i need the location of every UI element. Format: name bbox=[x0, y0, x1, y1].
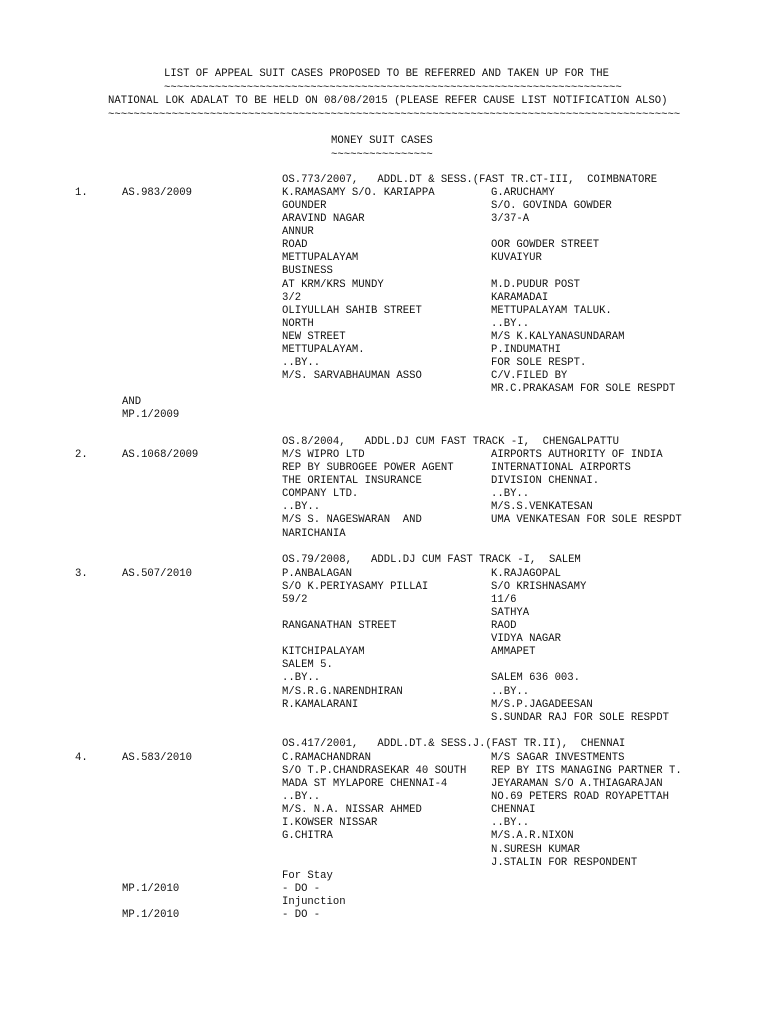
case-serial: 4. bbox=[75, 752, 88, 764]
appellant-line: METTUPALAYAM. bbox=[282, 344, 365, 356]
list-title-line-2: NATIONAL LOK ADALAT TO BE HELD ON 08/08/2015 (PLEASE REFER CAUSE LIST NOTIFICATION ALSO) bbox=[108, 95, 668, 107]
appellant-line: S/O K.PERIYASAMY PILLAI bbox=[282, 581, 429, 593]
case-appeal-number: AS.507/2010 bbox=[122, 568, 192, 580]
appellant-line: ANNUR bbox=[282, 226, 314, 238]
respondent-line: JEYARAMAN S/O A.THIAGARAJAN bbox=[491, 778, 663, 790]
appellant-counsel: I.KOWSER NISSAR bbox=[282, 817, 378, 829]
appellant-line: COMPANY LTD. bbox=[282, 488, 359, 500]
misc-petition-number: MP.1/2010 bbox=[122, 909, 180, 921]
respondent-line: M.D.PUDUR POST bbox=[491, 279, 581, 291]
case-serial: 1. bbox=[75, 187, 88, 199]
respondent-line: RAOD bbox=[491, 620, 517, 632]
appellant-line: C.RAMACHANDRAN bbox=[282, 752, 372, 764]
case-origin: OS.79/2008, ADDL.DJ CUM FAST TRACK -I, SALEM bbox=[282, 554, 581, 566]
case-origin: OS.417/2001, ADDL.DT.& SESS.J.(FAST TR.II), CHENNAI bbox=[282, 738, 626, 750]
section-title: MONEY SUIT CASES bbox=[331, 135, 433, 147]
appellant-line: ..BY.. bbox=[282, 357, 321, 369]
respondent-counsel: UMA VENKATESAN FOR SOLE RESPDT bbox=[491, 514, 682, 526]
respondent-line: REP BY ITS MANAGING PARTNER T. bbox=[491, 765, 682, 777]
appellant-line: 3/2 bbox=[282, 292, 302, 304]
respondent-line: VIDYA NAGAR bbox=[491, 633, 561, 645]
case-and-label: AND bbox=[122, 396, 142, 408]
respondent-line: KUVAIYUR bbox=[491, 252, 542, 264]
respondent-line: INTERNATIONAL AIRPORTS bbox=[491, 462, 631, 474]
appellant-line: MADA ST MYLAPORE CHENNAI-4 bbox=[282, 778, 448, 790]
section-underline: ~~~~~~~~~~~~~~~~ bbox=[331, 149, 433, 161]
appellant-line: METTUPALAYAM bbox=[282, 252, 359, 264]
respondent-line: M/S.P.JAGADEESAN bbox=[491, 699, 593, 711]
respondent-line: AMMAPET bbox=[491, 646, 536, 658]
appellant-line: M/S WIPRO LTD bbox=[282, 449, 365, 461]
appellant-counsel: R.KAMALARANI bbox=[282, 699, 359, 711]
appellant-line: GOUNDER bbox=[282, 200, 327, 212]
case-appeal-number: AS.1068/2009 bbox=[122, 449, 199, 461]
respondent-counsel: J.STALIN FOR RESPONDENT bbox=[491, 857, 638, 869]
misc-petition-purpose: Injunction bbox=[282, 896, 346, 908]
respondent-counsel: M/S.A.R.NIXON bbox=[491, 830, 574, 842]
appellant-line: 59/2 bbox=[282, 594, 308, 606]
case-serial: 3. bbox=[75, 568, 88, 580]
respondent-counsel: N.SURESH KUMAR bbox=[491, 844, 581, 856]
list-title-line-1: LIST OF APPEAL SUIT CASES PROPOSED TO BE REFERRED AND TAKEN UP FOR THE bbox=[164, 68, 610, 80]
appellant-line: ARAVIND NAGAR bbox=[282, 213, 365, 225]
respondent-line: DIVISION CHENNAI. bbox=[491, 475, 600, 487]
respondent-line: KARAMADAI bbox=[491, 292, 549, 304]
appellant-line: OLIYULLAH SAHIB STREET bbox=[282, 305, 422, 317]
respondent-line: ..BY.. bbox=[491, 318, 530, 330]
respondent-line: S/O KRISHNASAMY bbox=[491, 581, 587, 593]
respondent-line: OOR GOWDER STREET bbox=[491, 239, 600, 251]
appellant-line: RANGANATHAN STREET bbox=[282, 620, 397, 632]
misc-petition-number: MP.1/2009 bbox=[122, 409, 180, 421]
appellant-line: K.RAMASAMY S/O. KARIAPPA bbox=[282, 187, 435, 199]
appellant-line: REP BY SUBROGEE POWER AGENT bbox=[282, 462, 454, 474]
appellant-counsel: M/S. SARVABHAUMAN ASSO bbox=[282, 370, 422, 382]
respondent-line: M/S SAGAR INVESTMENTS bbox=[491, 752, 625, 764]
case-appeal-number: AS.983/2009 bbox=[122, 187, 192, 199]
case-origin: OS.8/2004, ADDL.DJ CUM FAST TRACK -I, CHENGALPATTU bbox=[282, 436, 619, 448]
appellant-line: AT KRM/KRS MUNDY bbox=[282, 279, 384, 291]
appellant-counsel: M/S. N.A. NISSAR AHMED bbox=[282, 804, 422, 816]
respondent-line: K.RAJAGOPAL bbox=[491, 568, 561, 580]
respondent-line: NO.69 PETERS ROAD ROYAPETTAH bbox=[491, 791, 670, 803]
respondent-line: ..BY.. bbox=[491, 817, 530, 829]
appellant-line: ..BY.. bbox=[282, 791, 321, 803]
title-underline-2: ~~~~~~~~~~~~~~~~~~~~~~~~~~~~~~~~~~~~~~~~~~~~~~~~~~~~~~~~~~~~~~~~~~~~~~~~~~~~~~~~~~~~~~~~~~ bbox=[108, 109, 681, 121]
appellant-line: S/O T.P.CHANDRASEKAR 40 SOUTH bbox=[282, 765, 467, 777]
case-serial: 2. bbox=[75, 449, 88, 461]
appellant-line: SALEM 5. bbox=[282, 659, 333, 671]
respondent-line: CHENNAI bbox=[491, 804, 536, 816]
appellant-counsel: G.CHITRA bbox=[282, 830, 333, 842]
appellant-line: NEW STREET bbox=[282, 331, 346, 343]
respondent-line: 3/37-A bbox=[491, 213, 530, 225]
appellant-line: THE ORIENTAL INSURANCE bbox=[282, 475, 422, 487]
respondent-line: G.ARUCHAMY bbox=[491, 187, 555, 199]
misc-petition-ditto: - DO - bbox=[282, 883, 321, 895]
appellant-line: NORTH bbox=[282, 318, 314, 330]
respondent-line: 11/6 bbox=[491, 594, 517, 606]
appellant-counsel: M/S.R.G.NARENDHIRAN bbox=[282, 686, 403, 698]
respondent-line: P.INDUMATHI bbox=[491, 344, 561, 356]
appellant-counsel: M/S S. NAGESWARAN AND bbox=[282, 514, 422, 526]
respondent-counsel: MR.C.PRAKASAM FOR SOLE RESPDT bbox=[491, 383, 676, 395]
misc-petition-purpose: For Stay bbox=[282, 870, 333, 882]
case-origin: OS.773/2007, ADDL.DT & SESS.(FAST TR.CT-III, COIMBNATORE bbox=[282, 174, 658, 186]
respondent-line: S/O. GOVINDA GOWDER bbox=[491, 200, 612, 212]
appellant-counsel: NARICHANIA bbox=[282, 528, 346, 540]
appellant-line: BUSINESS bbox=[282, 265, 333, 277]
appellant-line: ..BY.. bbox=[282, 501, 321, 513]
appellant-line: ROAD bbox=[282, 239, 308, 251]
appellant-line: ..BY.. bbox=[282, 672, 321, 684]
respondent-line: AIRPORTS AUTHORITY OF INDIA bbox=[491, 449, 663, 461]
respondent-counsel: S.SUNDAR RAJ FOR SOLE RESPDT bbox=[491, 712, 670, 724]
appellant-line: P.ANBALAGAN bbox=[282, 568, 352, 580]
respondent-line: ..BY.. bbox=[491, 686, 530, 698]
misc-petition-number: MP.1/2010 bbox=[122, 883, 180, 895]
respondent-line: FOR SOLE RESPT. bbox=[491, 357, 587, 369]
misc-petition-ditto: - DO - bbox=[282, 909, 321, 921]
respondent-line: SALEM 636 003. bbox=[491, 672, 581, 684]
respondent-line: M/S K.KALYANASUNDARAM bbox=[491, 331, 625, 343]
appellant-line: KITCHIPALAYAM bbox=[282, 646, 365, 658]
respondent-line: M/S.S.VENKATESAN bbox=[491, 501, 593, 513]
case-appeal-number: AS.583/2010 bbox=[122, 752, 192, 764]
title-underline-1: ~~~~~~~~~~~~~~~~~~~~~~~~~~~~~~~~~~~~~~~~~~~~~~~~~~~~~~~~~~~~~~~~~~~~~~~~ bbox=[164, 82, 622, 94]
respondent-line: ..BY.. bbox=[491, 488, 530, 500]
respondent-line: C/V.FILED BY bbox=[491, 370, 568, 382]
respondent-line: METTUPALAYAM TALUK. bbox=[491, 305, 612, 317]
respondent-line: SATHYA bbox=[491, 607, 530, 619]
